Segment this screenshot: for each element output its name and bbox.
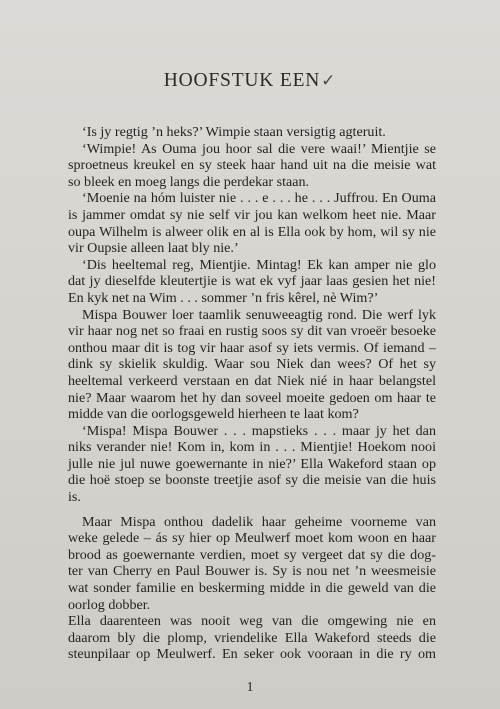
text-line: ‘Is jy regtig ’n heks?’ Wimpie staan versigtig agteruit. [82, 124, 386, 140]
text-line: brood as goewernante verdien, moet sy vergeet dat sy die dog- [68, 546, 436, 563]
text-line: midde van die oorlogsgeweld hierheen te laat kom? [68, 406, 359, 423]
chapter-title-text: HOOFSTUK EEN [163, 70, 321, 91]
text-line: die hoë stoep se boonste treetjie asof sy die meisie van die huis [68, 472, 436, 489]
paragraph-gap [68, 506, 436, 514]
text-line: oorlog dobber. [68, 596, 151, 613]
handwritten-check-mark: ✓ [321, 71, 337, 91]
text-line: nie? Maar waarom het hy dan soveel moeite gedoen om haar te [68, 389, 436, 406]
text-line: vir haar nog net so fraai en rustig soos sy dit van vroeër besoeke [68, 323, 436, 340]
text-line: sproetneus kreukel en sy steek haar hand uit na die meisie wat [68, 157, 436, 174]
paragraph [68, 257, 436, 307]
paragraph [68, 124, 436, 141]
paragraph [68, 190, 436, 256]
paragraph [68, 423, 436, 506]
text-line: niks verander nie! Kom in, kom in . . . Mientjie! Hoekom nooi [68, 439, 436, 456]
text-line: ‘Moenie na hóm luister nie . . . e . . . he . . . Juffrou. En Ouma [82, 190, 436, 207]
text-line: ‘Wimpie! As Ouma jou hoor sal die vere waai!’ Mientjie se [82, 140, 436, 157]
body-text [68, 124, 436, 663]
text-line: dat jy dieselfde kleutertjie is wat ek vyf jaar laas gesien het nie! [68, 273, 436, 290]
page-number: 1 [246, 680, 254, 695]
text-line: Ella daarenteen was nooit weg van die omgewing nie en [68, 613, 436, 630]
text-line: is jammer omdat sy nie self vir jou kan welkom heet nie. Maar [68, 206, 436, 223]
text-line: ‘Mispa! Mispa Bouwer . . . mapstieks . . . maar jy het dan [82, 422, 436, 439]
text-line: ter van Cherry en Paul Bouwer is. Sy is nou net ’n weesmeisie [68, 563, 436, 580]
text-line: daarom bly die plomp, vriendelike Ella Wakeford steeds die [68, 629, 436, 646]
paragraph [68, 307, 436, 423]
paragraph [68, 613, 436, 663]
text-line: dink sy skielik skuldig. Waar sou Niek dan wees? Of het sy [68, 356, 436, 373]
text-line: is. [68, 489, 81, 506]
chapter-heading [0, 70, 500, 92]
text-line: Maar Mispa onthou dadelik haar geheime voorneme van [82, 513, 436, 530]
text-line: steunpilaar op Meulwerf. En seker ook vooraan in die ry om [68, 646, 436, 663]
text-line: Mispa Bouwer loer taamlik senuweeagtig rond. Die werf lyk [82, 306, 436, 323]
text-line: weke gelede – ás sy hier op Meulwerf moet kom woon en haar [68, 530, 436, 547]
text-line: vir Oupsie alleen laat bly nie.’ [68, 240, 239, 257]
text-line: ‘Dis heeltemal reg, Mientjie. Mintag! Ek kan amper nie glo [82, 256, 436, 273]
paragraph [68, 141, 436, 191]
text-line: onthou maar dit is tog vir haar asof sy iets vermis. Of iemand – [68, 339, 436, 356]
paragraph [68, 514, 436, 614]
text-line: so bleek en moeg langs die perdekar staan. [68, 173, 310, 190]
text-line: oupa Wilhelm is alweer olik en al is Ella ook by hom, wil sy nie [68, 223, 436, 240]
text-line: julle nie jul nuwe goewernante in nie?’ Ella Wakeford staan op [68, 455, 436, 472]
text-line: wat sonder familie en beskerming midde in die geweld van die [68, 580, 436, 597]
text-line: En kyk net na Wim . . . sommer ’n fris kêrel, nè Wim?’ [68, 289, 379, 306]
text-line: heeltemal verkeerd verstaan en dat Niek nié in haar belangstel [68, 372, 436, 389]
